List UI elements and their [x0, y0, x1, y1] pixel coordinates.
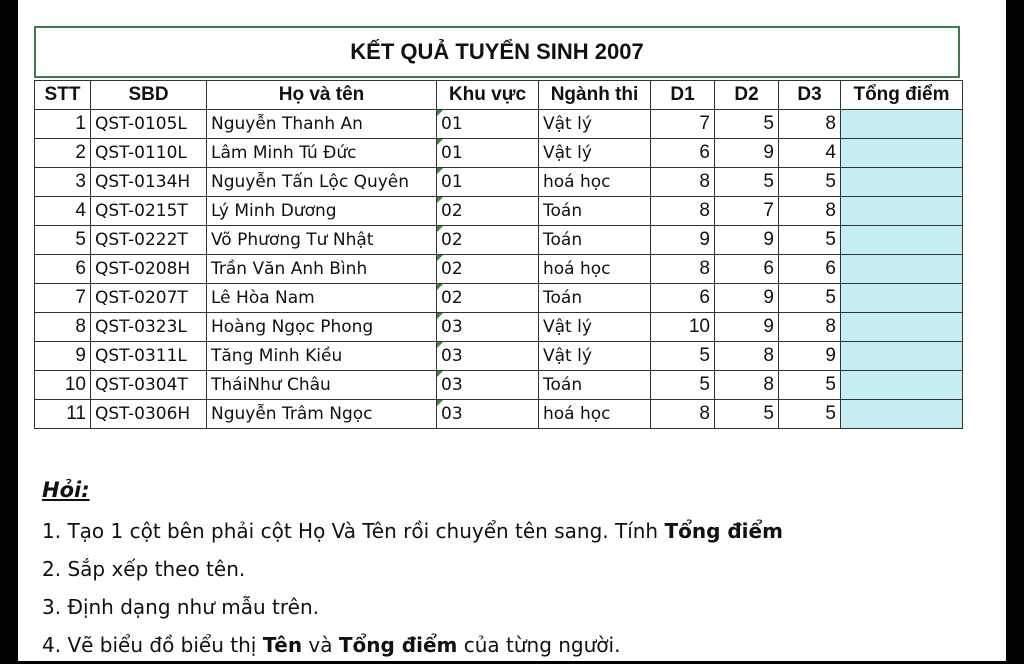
cell-name[interactable]: Hoàng Ngọc Phong [207, 313, 437, 342]
cell-d3[interactable]: 5 [779, 371, 841, 400]
cell-major[interactable]: Vật lý [539, 110, 651, 139]
cell-d2[interactable]: 7 [715, 197, 779, 226]
header-d1[interactable]: D1 [651, 81, 715, 110]
question-4-text: 4. Vẽ biểu đồ biểu thị [42, 633, 263, 657]
header-sbd[interactable]: SBD [91, 81, 207, 110]
table-row [35, 371, 963, 400]
cell-name[interactable]: Lê Hòa Nam [207, 284, 437, 313]
questions-section [42, 478, 972, 664]
cell-d1[interactable]: 8 [651, 168, 715, 197]
cell-name[interactable]: Nguyễn Trâm Ngọc [207, 400, 437, 429]
cell-name[interactable]: TháiNhư Châu [207, 371, 437, 400]
cell-stt[interactable]: 4 [35, 197, 91, 226]
questions-heading: Hỏi: [42, 478, 90, 502]
cell-d2[interactable]: 8 [715, 342, 779, 371]
question-4-mid: và [302, 633, 339, 657]
question-1-text: 1. Tạo 1 cột bên phải cột Họ Và Tên rồi chuyển tên sang. Tính [42, 519, 665, 543]
cell-area[interactable]: 02 [437, 197, 539, 226]
cell-d2[interactable]: 5 [715, 110, 779, 139]
cell-major[interactable]: Toán [539, 371, 651, 400]
cell-d3[interactable]: 8 [779, 110, 841, 139]
header-d2[interactable]: D2 [715, 81, 779, 110]
cell-sbd[interactable]: QST-0208H [91, 255, 207, 284]
cell-d3[interactable]: 5 [779, 284, 841, 313]
table-row [35, 226, 963, 255]
cell-area[interactable]: 01 [437, 168, 539, 197]
cell-area[interactable]: 03 [437, 371, 539, 400]
cell-stt[interactable]: 8 [35, 313, 91, 342]
header-d3[interactable]: D3 [779, 81, 841, 110]
cell-total[interactable] [841, 342, 963, 371]
cell-stt[interactable]: 10 [35, 371, 91, 400]
header-area[interactable]: Khu vực [437, 81, 539, 110]
table-row [35, 168, 963, 197]
document-page [18, 0, 1006, 661]
cell-area[interactable]: 02 [437, 226, 539, 255]
cell-d3[interactable]: 6 [779, 255, 841, 284]
cell-total[interactable] [841, 197, 963, 226]
question-4-tail: của từng người. [457, 633, 621, 657]
cell-name[interactable]: Nguyễn Thanh An [207, 110, 437, 139]
question-4-bold-name: Tên [262, 633, 303, 657]
cell-sbd[interactable]: QST-0306H [91, 400, 207, 429]
cell-d3[interactable]: 9 [779, 342, 841, 371]
results-table [34, 80, 963, 429]
cell-d1[interactable]: 8 [651, 255, 715, 284]
cell-total[interactable] [841, 371, 963, 400]
header-total[interactable]: Tổng điểm [841, 81, 963, 110]
cell-sbd[interactable]: QST-0222T [91, 226, 207, 255]
cell-area[interactable]: 01 [437, 110, 539, 139]
sheet-title[interactable]: KẾT QUẢ TUYỂN SINH 2007 [34, 26, 960, 78]
cell-stt[interactable]: 2 [35, 139, 91, 168]
cell-total[interactable] [841, 226, 963, 255]
cell-total[interactable] [841, 255, 963, 284]
spreadsheet [34, 26, 963, 429]
cell-sbd[interactable]: QST-0323L [91, 313, 207, 342]
cell-total[interactable] [841, 110, 963, 139]
cell-stt[interactable]: 3 [35, 168, 91, 197]
header-major[interactable]: Ngành thi [539, 81, 651, 110]
cell-major[interactable]: Vật lý [539, 342, 651, 371]
cell-d1[interactable]: 6 [651, 139, 715, 168]
cell-area[interactable]: 02 [437, 284, 539, 313]
cell-major[interactable]: Toán [539, 284, 651, 313]
cell-total[interactable] [841, 284, 963, 313]
table-row [35, 313, 963, 342]
cell-total[interactable] [841, 168, 963, 197]
cell-total[interactable] [841, 313, 963, 342]
question-2-text: 2. Sắp xếp theo tên. [42, 557, 246, 581]
cell-major[interactable]: Toán [539, 197, 651, 226]
cell-stt[interactable]: 6 [35, 255, 91, 284]
cell-d2[interactable]: 5 [715, 400, 779, 429]
cell-d3[interactable]: 8 [779, 313, 841, 342]
cell-area[interactable]: 01 [437, 139, 539, 168]
cell-d3[interactable]: 5 [779, 226, 841, 255]
cell-d2[interactable]: 9 [715, 313, 779, 342]
cell-stt[interactable]: 11 [35, 400, 91, 429]
header-stt[interactable]: STT [35, 81, 91, 110]
cell-sbd[interactable]: QST-0311L [91, 342, 207, 371]
cell-d2[interactable]: 9 [715, 139, 779, 168]
cell-name[interactable]: Nguyễn Tấn Lộc Quyên [207, 168, 437, 197]
cell-stt[interactable]: 5 [35, 226, 91, 255]
question-3 [42, 588, 972, 626]
table-row [35, 139, 963, 168]
cell-d2[interactable]: 6 [715, 255, 779, 284]
cell-d2[interactable]: 5 [715, 168, 779, 197]
cell-major[interactable]: hoá học [539, 168, 651, 197]
cell-major[interactable]: hoá học [539, 400, 651, 429]
cell-major[interactable]: Vật lý [539, 313, 651, 342]
cell-name[interactable]: Tăng Minh Kiều [207, 342, 437, 371]
table-row [35, 197, 963, 226]
question-4-bold-total: Tổng điểm [338, 633, 458, 657]
cell-sbd[interactable]: QST-0105L [91, 110, 207, 139]
cell-area[interactable]: 03 [437, 400, 539, 429]
cell-major[interactable]: Toán [539, 226, 651, 255]
cell-sbd[interactable]: QST-0304T [91, 371, 207, 400]
question-3-text: 3. Định dạng như mẫu trên. [42, 595, 320, 619]
cell-sbd[interactable]: QST-0207T [91, 284, 207, 313]
cell-area[interactable]: 02 [437, 255, 539, 284]
cell-d2[interactable]: 9 [715, 284, 779, 313]
cell-d3[interactable]: 5 [779, 400, 841, 429]
cell-d3[interactable]: 8 [779, 197, 841, 226]
cell-d1[interactable]: 10 [651, 313, 715, 342]
question-1 [42, 512, 972, 550]
cell-d3[interactable]: 5 [779, 168, 841, 197]
cell-d1[interactable]: 6 [651, 284, 715, 313]
cell-area[interactable]: 03 [437, 342, 539, 371]
cell-stt[interactable]: 9 [35, 342, 91, 371]
cell-d1[interactable]: 9 [651, 226, 715, 255]
table-row [35, 342, 963, 371]
cell-d1[interactable]: 8 [651, 197, 715, 226]
cell-name[interactable]: Võ Phương Tư Nhật [207, 226, 437, 255]
cell-major[interactable]: Vật lý [539, 139, 651, 168]
table-row [35, 110, 963, 139]
cell-d1[interactable]: 5 [651, 342, 715, 371]
question-1-bold: Tổng điểm [664, 519, 783, 543]
question-4 [42, 626, 972, 664]
cell-area[interactable]: 03 [437, 313, 539, 342]
cell-sbd[interactable]: QST-0134H [91, 168, 207, 197]
cell-name[interactable]: Lý Minh Dương [207, 197, 437, 226]
cell-total[interactable] [841, 139, 963, 168]
cell-stt[interactable]: 1 [35, 110, 91, 139]
table-row [35, 284, 963, 313]
cell-name[interactable]: Trần Văn Anh Bình [207, 255, 437, 284]
cell-d2[interactable]: 8 [715, 371, 779, 400]
cell-total[interactable] [841, 400, 963, 429]
header-name[interactable]: Họ và tên [207, 81, 437, 110]
cell-major[interactable]: hoá học [539, 255, 651, 284]
cell-d1[interactable]: 7 [651, 110, 715, 139]
cell-d3[interactable]: 4 [779, 139, 841, 168]
cell-d1[interactable]: 8 [651, 400, 715, 429]
cell-sbd[interactable]: QST-0215T [91, 197, 207, 226]
cell-name[interactable]: Lâm Minh Tú Đức [207, 139, 437, 168]
question-2 [42, 550, 972, 588]
cell-stt[interactable]: 7 [35, 284, 91, 313]
cell-sbd[interactable]: QST-0110L [91, 139, 207, 168]
table-row [35, 255, 963, 284]
cell-d2[interactable]: 9 [715, 226, 779, 255]
cell-d1[interactable]: 5 [651, 371, 715, 400]
header-row [35, 81, 963, 110]
table-row [35, 400, 963, 429]
